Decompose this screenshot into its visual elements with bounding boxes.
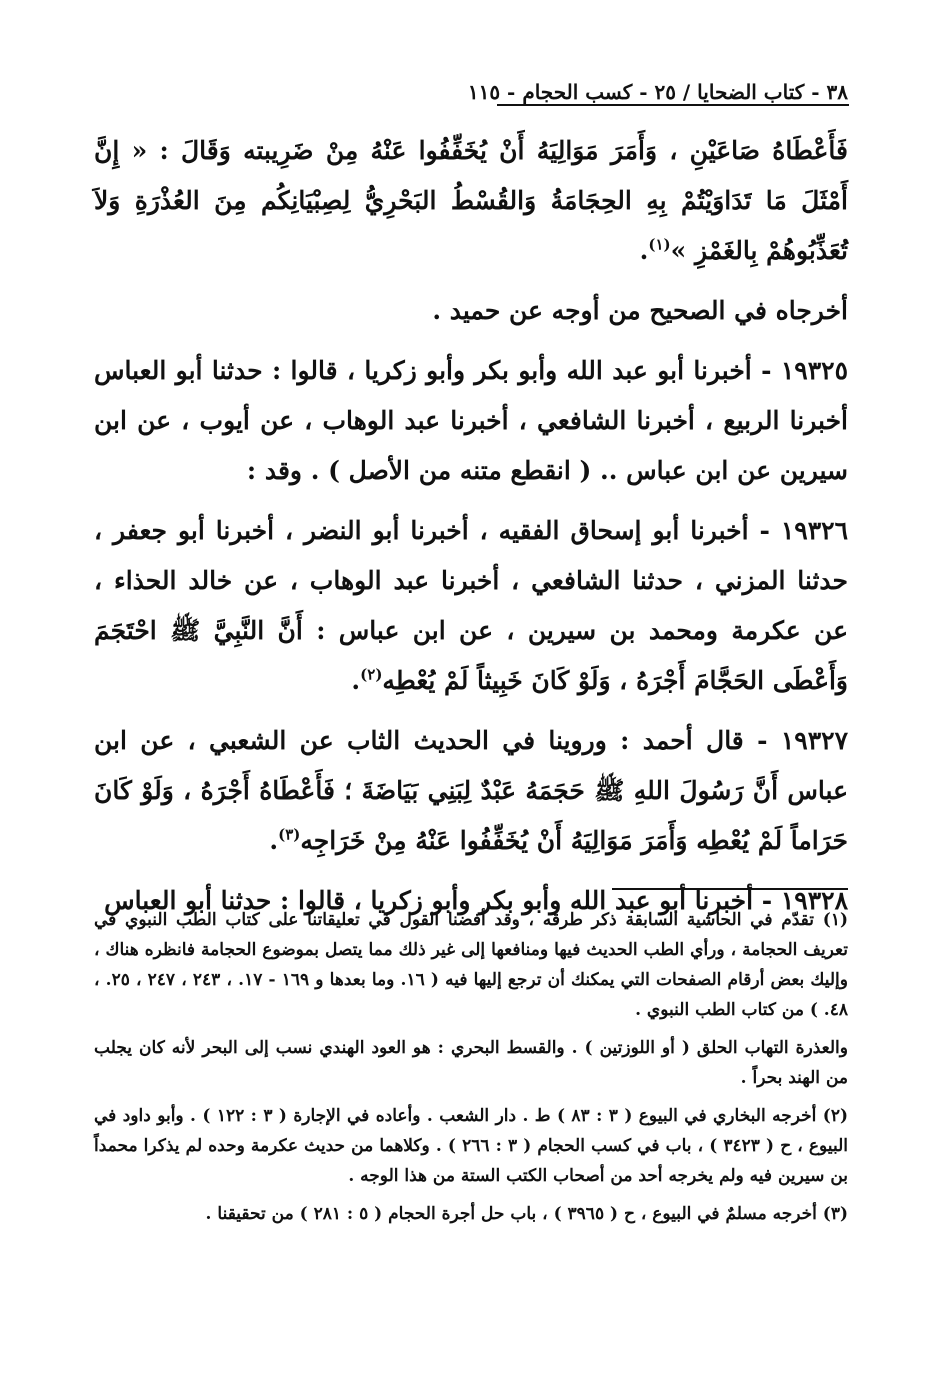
footnote-ref-2: (٢) [360,665,383,684]
paragraph-19328: ١٩٣٢٨ - أخبرنا أبو عبد الله وأبو بكر وأبو زكريا ، قالوا : حدثنا أبو العباس [104,886,848,915]
paragraph-text: فَأَعْطَاهُ صَاعَيْنِ ، وَأَمَرَ مَوَالِيَهُ أَنْ يُخَفِّفُوا عَنْهُ مِنْ ضَرِيبته وَقَالَ : « إِنَّ أَمْثَلَ مَا تَدَاوَيْتُمْ بِهِ الحِجَامَةُ وَالقُسْطُ البَحْرِيُّ لِصِبْيَانِكُم مِنَ العُذْرَةِ وَلاَ تُعَذِّبُوهُمْ بِالغَمْزِ » [94,136,848,265]
footnote-ref-1: (١) [648,235,671,254]
footnote-rule [612,888,848,890]
footnotes [94,905,848,1229]
footnote-ref-3: (٣) [278,825,301,844]
footnote-2: (٢) أخرجه البخاري في البيوع ( ٣ : ٨٣ ) ط . دار الشعب . وأعاده في الإجارة ( ٣ : ١٢٢ ) . وأبو داود في البيوع ، ح ( ٣٤٢٣ ) ، باب في كسب الحجام ( ٣ : ٢٦٦ ) . وكلاهما من حديث عكرمة وحده لم يذكرا محمداً بن سيرين فيه ولم يخرجه أحد من أصحاب الكتب الستة من هذا الوجه . [94,1106,848,1186]
footnote-3: (٣) أخرجه مسلمٌ في البيوع ، ح ( ٣٩٦٥ ) ، باب حل أجرة الحجام ( ٥ : ٢٨١ ) من تحقيقنا . [205,1204,848,1224]
punctuation: . [269,826,279,855]
paragraph-19327 [94,716,848,866]
paragraph-19326 [94,506,848,706]
running-header: ٣٨ - كتاب الضحايا / ٢٥ - كسب الحجام - ١١٥ [467,80,848,104]
header-rule [497,104,849,106]
paragraph-hadith-continuation [94,126,848,276]
paragraph-text: ١٩٣٢٦ - أخبرنا أبو إسحاق الفقيه ، أخبرنا أبو النضر ، أخبرنا أبو جعفر ، حدثنا المزني ، حدثنا الشافعي ، أخبرنا عبد الوهاب ، عن خالد الحذاء ، عن عكرمة ومحمد بن سيرين ، عن ابن عباس : أَنَّ النَّبِيَّ ﷺ احْتَجَمَ وَأَعْطَى الحَجَّامَ أَجْرَهُ ، وَلَوْ كَانَ خَبِيثاً لَمْ يُعْطِه [94,516,848,695]
punctuation: . [351,666,361,695]
main-text [94,126,848,926]
footnote-1: (١) تقدّم في الحاشية السابقة ذكر طرقه ، وقد أفضنا القول في تعليقاتنا على كتاب الطب النبوي في تعريف الحجامة ، ورأي الطب الحديث فيها ومنافعها إلى غير ذلك مما يتصل بموضوع الحجامة فانظره هناك ، وإليك بعض أرقام الصفحات التي يمكنك أن ترجع إليها فيه ( ١٦. وما بعدها و ١٦٩ - ١٧. ، ٢٤٣ ، ٢٤٧ ، ٢٥. ، ٤٨. ) من كتاب الطب النبوي . [94,910,848,1020]
footnote-1-continued: والعذرة التهاب الحلق ( أو اللوزتين ) . والقسط البحري : هو العود الهندي نسب إلى البحر لأنه كان يجلب من الهند بحراً . [94,1038,848,1088]
paragraph-text: ١٩٣٢٧ - قال أحمد : وروينا في الحديث الثاب عن الشعبي ، عن ابن عباس أَنَّ رَسُولَ اللهِ ﷺ حَجَمَهُ عَبْدٌ لِبَنِي بَيَاضَةَ ؛ فَأَعْطَاهُ أَجْرَهُ ، وَلَوْ كَانَ حَرَاماً لَمْ يُعْطِه وَأَمَرَ مَوَالِيَهُ أَنْ يُخَفِّفُوا عَنْهُ مِنْ خَرَاجِه [94,726,848,855]
paragraph-takhrij: أخرجاه في الصحيح من أوجه عن حميد . [432,296,848,325]
paragraph-19325: ١٩٣٢٥ - أخبرنا أبو عبد الله وأبو بكر وأبو زكريا ، قالوا : حدثنا أبو العباس أخبرنا الربيع ، أخبرنا الشافعي ، أخبرنا عبد الوهاب ، عن أيوب ، عن ابن سيرين عن ابن عباس .. ( انقطع متنه من الأصل ) . وقد : [94,356,848,485]
punctuation: . [639,236,649,265]
